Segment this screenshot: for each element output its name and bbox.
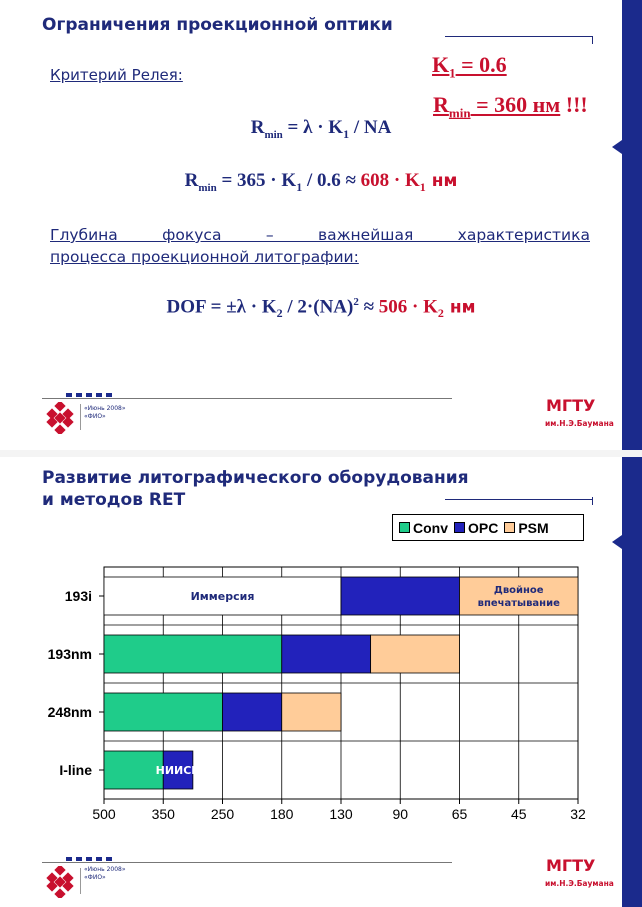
slide-title-line2: и методов RET [42,490,186,510]
slide-title-line1: Развитие литографического оборудования [42,468,469,488]
slide-separator [0,450,642,457]
footer-org: «ФИО» [84,413,106,420]
x-tick-label: 350 [151,806,175,822]
segment-label: Иммерсия [190,590,255,603]
rmin-value: $R_{min} = 360$ нм !!! [433,92,588,121]
footer-date: «Июнь 2008» [84,866,126,873]
category-label: I-line [59,762,92,778]
formula-rmin-numeric: $R_{min} = 365 \cdot K_1 / 0.6 \approx 608 \cdot K_1$ нм [184,170,458,194]
x-tick-label: 32 [570,806,586,822]
right-accent-bar [622,457,642,907]
legend-opc: OPC [454,520,498,536]
mgtu-subtitle: им.Н.Э.Баумана [545,879,614,888]
segment-label: НИИСИ [155,764,201,777]
bar-segment-opc [282,635,371,673]
university-logo-icon [44,866,76,898]
segment-label: впечатывание [477,598,560,609]
criterion-label: Критерий Релея: [50,66,183,84]
k1-value: $K_1 = 0.6$ [432,52,507,81]
bar-segment-conv [104,635,282,673]
footer-dots [66,393,112,397]
dof-paragraph: Глубина фокуса – важнейшая характеристика процесса проекционной литографии: [50,226,590,266]
footer-divider [42,862,452,863]
mgtu-logo-text: МГТУ [546,856,596,875]
legend-psm: PSM [504,520,548,536]
title-underline [445,36,593,37]
bar-segment-conv [104,751,163,789]
category-label: 193i [64,588,92,604]
x-tick-label: 90 [392,806,409,822]
category-label: 248nm [47,704,92,720]
bar-segment-opc [341,577,460,615]
x-tick-label: 45 [510,806,527,822]
slide-title: Ограничения проекционной оптики [42,15,393,35]
x-tick-label: 250 [210,806,235,822]
footer-vline [80,868,81,894]
formula-dof: DOF = $\pm\lambda \cdot K_2 / 2\cdot(NA)^2 \approx 506 \cdot K_2$ нм [166,296,476,321]
right-accent-bar [622,0,642,450]
footer-org: «ФИО» [84,874,106,881]
x-tick-label: 500 [92,806,116,822]
slide-rayleigh [0,0,642,450]
title-tick [592,36,593,44]
segment-label: Двойное [493,585,544,596]
bar-segment-psm [371,635,460,673]
bar-segment-psm [282,693,341,731]
footer-vline [80,404,81,430]
x-tick-label: 180 [270,806,294,822]
bar-segment-opc [223,693,282,731]
slide-lithography-equipment [0,457,642,907]
bar-segment-psm [460,577,579,615]
bar-segment-conv [104,693,223,731]
lithography-chart [0,457,622,837]
footer-dots [66,857,112,861]
mgtu-subtitle: им.Н.Э.Баумана [545,419,614,428]
x-tick-label: 130 [329,806,353,822]
right-arrow-icon [612,140,622,154]
formula-rayleigh: $R_{min} = \lambda \cdot K_1$ / NA [250,117,392,141]
university-logo-icon [44,402,76,434]
mgtu-logo-text: МГТУ [546,396,596,415]
footer-divider [42,398,452,399]
footer-date: «Июнь 2008» [84,405,126,412]
category-label: 193nm [47,646,92,662]
x-tick-label: 65 [451,806,468,822]
legend-conv: Conv [399,520,448,536]
